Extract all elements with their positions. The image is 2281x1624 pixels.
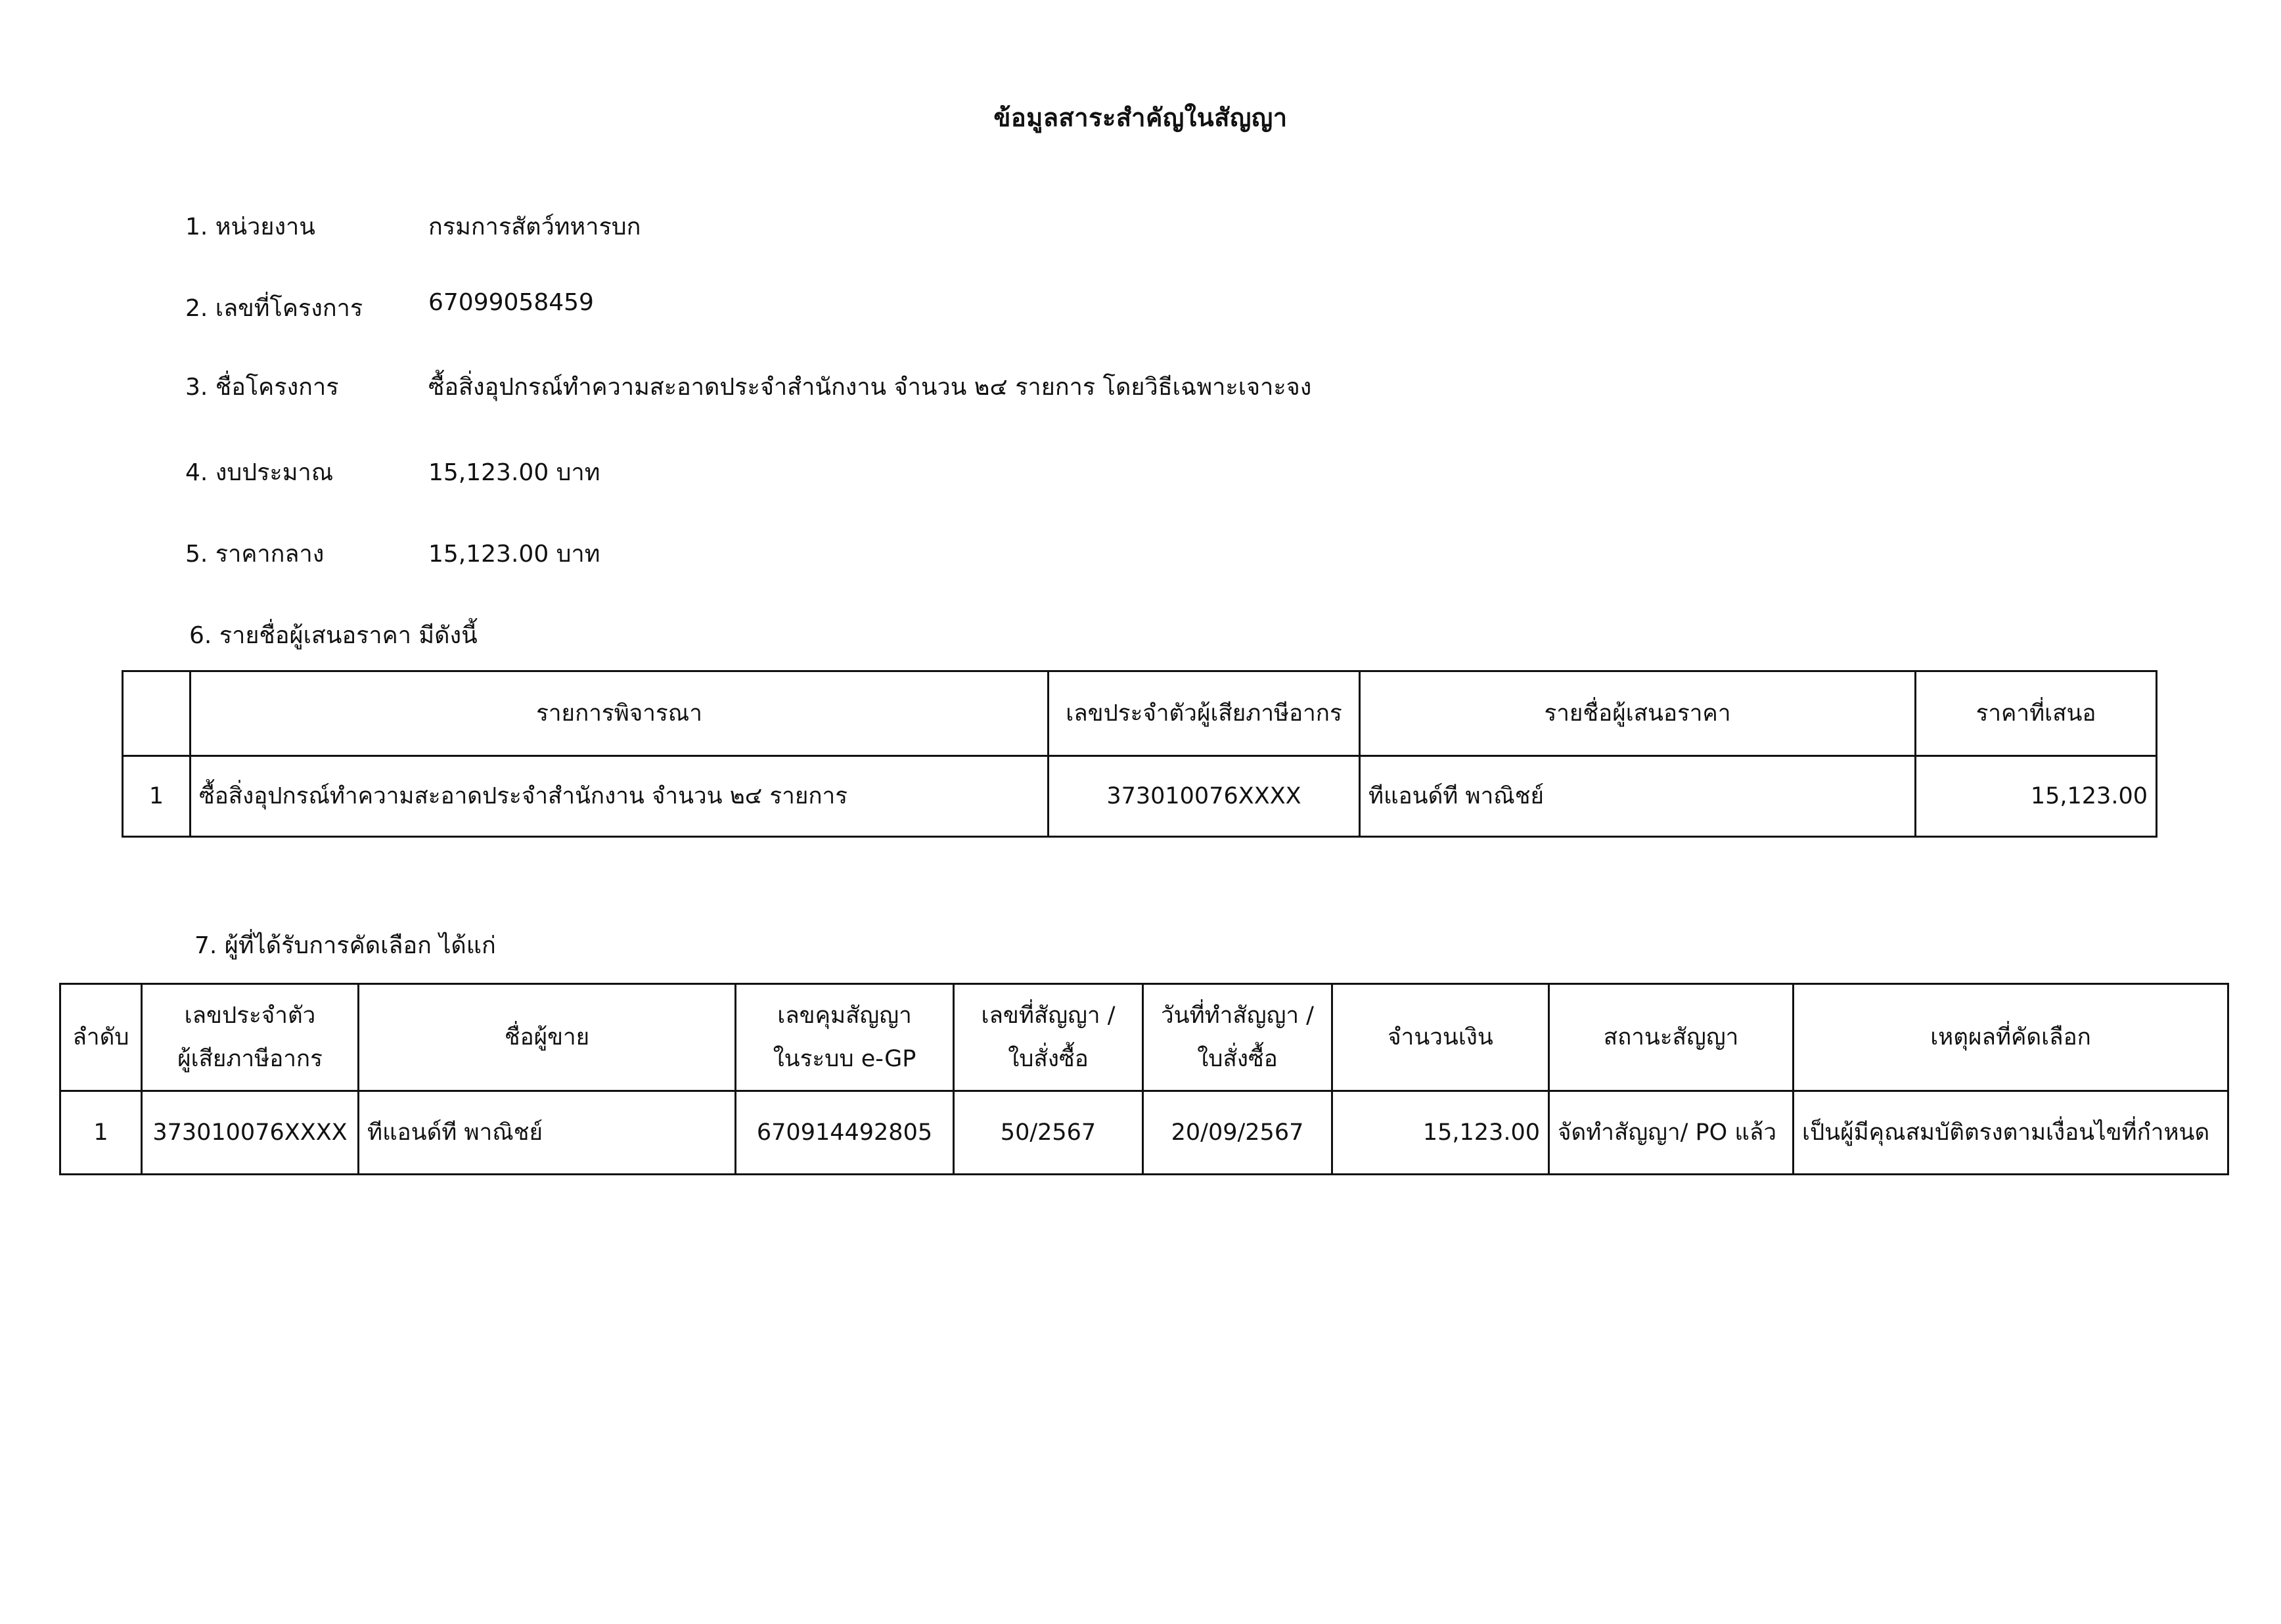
table-cell: จัดทำสัญญา/ PO แล้ว: [1549, 1091, 1794, 1175]
table-cell: 1: [123, 756, 191, 837]
field-label: 4. งบประมาณ: [185, 459, 334, 486]
column-header: ราคาที่เสนอ: [1916, 671, 2157, 756]
table-cell: ซื้อสิ่งอุปกรณ์ทำความสะอาดประจำสำนักงาน จำนวน ๒๔ รายการ: [191, 756, 1049, 837]
table-header-row: [60, 984, 2228, 1091]
column-header: จำนวนเงิน: [1332, 984, 1549, 1091]
table-cell: เป็นผู้มีคุณสมบัติตรงตามเงื่อนไขที่กำหนด: [1794, 1091, 2228, 1175]
field-value: ซื้อสิ่งอุปกรณ์ทำความสะอาดประจำสำนักงาน จำนวน ๒๔ รายการ โดยวิธีเฉพาะเจาะจง: [428, 374, 1312, 401]
field-label: 2. เลขที่โครงการ: [185, 295, 363, 322]
table-row: [60, 1091, 2228, 1175]
column-header: เหตุผลที่คัดเลือก: [1794, 984, 2228, 1091]
bidders-heading: 6. รายชื่อผู้เสนอราคา มีดังนี้: [189, 622, 478, 649]
selected-heading: 7. ผู้ที่ได้รับการคัดเลือก ได้แก่: [194, 932, 496, 959]
bidders-table: [122, 670, 2157, 838]
field-value: กรมการสัตว์ทหารบก: [428, 214, 641, 240]
field-value: 15,123.00 บาท: [428, 541, 600, 568]
document-title: ข้อมูลสาระสำคัญในสัญญา: [993, 103, 1288, 132]
table-cell: 15,123.00: [1916, 756, 2157, 837]
field-value: 67099058459: [428, 289, 594, 316]
table-row: [123, 756, 2157, 837]
column-header: เลขคุมสัญญา ในระบบ e-GP: [736, 984, 954, 1091]
table-header-row: [123, 671, 2157, 756]
table-cell: 373010076XXXX: [142, 1091, 359, 1175]
table-cell: ทีแอนด์ที พาณิชย์: [1360, 756, 1916, 837]
table-cell: 50/2567: [954, 1091, 1143, 1175]
selected-table: [59, 983, 2229, 1175]
column-header: เลขประจำตัว ผู้เสียภาษีอากร: [142, 984, 359, 1091]
column-header: รายชื่อผู้เสนอราคา: [1360, 671, 1916, 756]
column-header: สถานะสัญญา: [1549, 984, 1794, 1091]
table-cell: 670914492805: [736, 1091, 954, 1175]
field-value: 15,123.00 บาท: [428, 459, 600, 486]
column-header: รายการพิจารณา: [191, 671, 1049, 756]
column-header: ลำดับ: [60, 984, 142, 1091]
field-label: 3. ชื่อโครงการ: [185, 374, 339, 401]
table-cell: 373010076XXXX: [1049, 756, 1360, 837]
table-cell: 1: [60, 1091, 142, 1175]
column-header: วันที่ทำสัญญา / ใบสั่งซื้อ: [1143, 984, 1332, 1091]
table-cell: ทีแอนด์ที พาณิชย์: [359, 1091, 736, 1175]
field-label: 5. ราคากลาง: [185, 541, 325, 568]
column-header: เลขประจำตัวผู้เสียภาษีอากร: [1049, 671, 1360, 756]
column-header: เลขที่สัญญา / ใบสั่งซื้อ: [954, 984, 1143, 1091]
field-label: 1. หน่วยงาน: [185, 214, 315, 240]
table-cell: 15,123.00: [1332, 1091, 1549, 1175]
table-cell: 20/09/2567: [1143, 1091, 1332, 1175]
column-header: [123, 671, 191, 756]
column-header: ชื่อผู้ขาย: [359, 984, 736, 1091]
